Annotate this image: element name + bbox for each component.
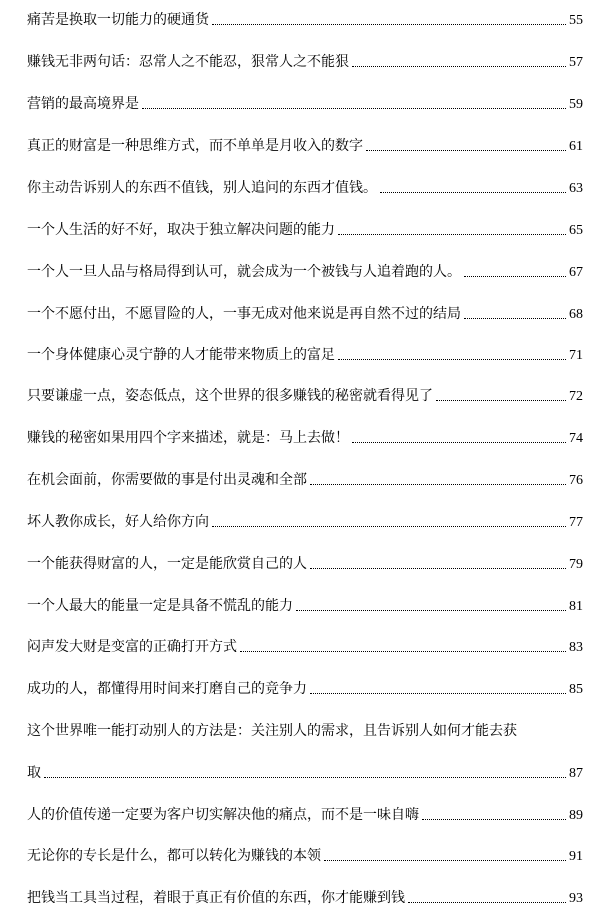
toc-entry[interactable] xyxy=(27,596,583,617)
toc-entry[interactable] xyxy=(27,345,583,366)
dot-leader xyxy=(44,777,566,778)
toc-entry-title: 闷声发大财是变富的正确打开方式 xyxy=(27,639,237,655)
dot-leader xyxy=(380,192,566,193)
toc-entry-title: 成功的人，都懂得用时间来打磨自己的竞争力 xyxy=(27,681,307,697)
toc-entry[interactable] xyxy=(27,386,583,407)
dot-leader xyxy=(310,568,566,569)
toc-entry-page: 91 xyxy=(569,849,583,864)
dot-leader xyxy=(422,819,566,820)
toc-entry[interactable] xyxy=(27,679,583,700)
dot-leader xyxy=(240,651,566,652)
toc-entry-title: 一个人最大的能量一定是具备不慌乱的能力 xyxy=(27,598,293,614)
toc-entry-page: 74 xyxy=(569,431,583,446)
toc-entry-page: 71 xyxy=(569,348,583,363)
toc-entry[interactable] xyxy=(27,512,583,533)
toc-entry-title: 一个人一旦人品与格局得到认可，就会成为一个被钱与人追着跑的人。 xyxy=(27,264,461,280)
dot-leader xyxy=(324,860,566,861)
toc-entry-title: 赚钱的秘密如果用四个字来描述，就是：马上去做！ xyxy=(27,430,349,446)
toc-entry-title: 一个身体健康心灵宁静的人才能带来物质上的富足 xyxy=(27,347,335,363)
toc-entry[interactable] xyxy=(27,304,583,325)
toc-entry-page: 81 xyxy=(569,599,583,614)
dot-leader xyxy=(464,318,566,319)
toc-entry-title: 人的价值传递一定要为客户切实解决他的痛点，而不是一味自嗨 xyxy=(27,807,419,823)
toc-entry-page: 61 xyxy=(569,139,583,154)
dot-leader xyxy=(310,484,566,485)
toc-entry-page: 67 xyxy=(569,265,583,280)
toc-entry-page: 57 xyxy=(569,55,583,70)
toc-entry-title-line2: 取 xyxy=(27,765,41,781)
toc-entry-title: 营销的最高境界是 xyxy=(27,96,139,112)
toc-entry-page: 89 xyxy=(569,808,583,823)
toc-entry-page: 76 xyxy=(569,473,583,488)
toc-entry[interactable] xyxy=(27,637,583,658)
toc-entry[interactable] xyxy=(27,888,583,909)
dot-leader xyxy=(338,359,566,360)
toc-entry-page: 63 xyxy=(569,181,583,196)
toc-entry-page: 79 xyxy=(569,557,583,572)
dot-leader xyxy=(296,610,566,611)
toc-entry-title-line1: 这个世界唯一能打动别人的方法是：关注别人的需求，且告诉别人如何才能去获 xyxy=(27,723,517,739)
toc-entry-page: 55 xyxy=(569,13,583,28)
dot-leader xyxy=(212,526,566,527)
toc-entry[interactable] xyxy=(27,846,583,867)
toc-entry-title: 痛苦是换取一切能力的硬通货 xyxy=(27,12,209,28)
dot-leader xyxy=(142,108,566,109)
toc-entry-page: 65 xyxy=(569,223,583,238)
dot-leader xyxy=(366,150,566,151)
toc-entry[interactable] xyxy=(27,10,583,31)
toc-entry-page: 72 xyxy=(569,389,583,404)
toc-entry-title: 只要谦虚一点，姿态低点，这个世界的很多赚钱的秘密就看得见了 xyxy=(27,388,433,404)
dot-leader xyxy=(436,400,566,401)
dot-leader xyxy=(212,24,566,25)
dot-leader xyxy=(352,66,566,67)
toc-entry-title: 你主动告诉别人的东西不值钱，别人追问的东西才值钱。 xyxy=(27,180,377,196)
toc-entry[interactable] xyxy=(27,554,583,575)
toc-entry-page: 68 xyxy=(569,307,583,322)
toc-entry-title: 把钱当工具当过程，着眼于真正有价值的东西，你才能赚到钱 xyxy=(27,890,405,906)
dot-leader xyxy=(464,276,566,277)
toc-entry[interactable] xyxy=(27,428,583,449)
toc-entry-title: 真正的财富是一种思维方式，而不单单是月收入的数字 xyxy=(27,138,363,154)
dot-leader xyxy=(338,234,566,235)
toc-entry-title: 坏人教你成长，好人给你方向 xyxy=(27,514,209,530)
dot-leader xyxy=(310,693,566,694)
toc-entry-page: 87 xyxy=(569,766,583,781)
toc-entry[interactable] xyxy=(27,220,583,241)
toc-entry[interactable] xyxy=(27,805,583,826)
toc-entry-page: 85 xyxy=(569,682,583,697)
toc-entry-title: 赚钱无非两句话：忍常人之不能忍，狠常人之不能狠 xyxy=(27,54,349,70)
toc-entry-title: 无论你的专长是什么，都可以转化为赚钱的本领 xyxy=(27,848,321,864)
toc-entry-title: 在机会面前，你需要做的事是付出灵魂和全部 xyxy=(27,472,307,488)
toc-entry[interactable] xyxy=(27,136,583,157)
toc-entry[interactable] xyxy=(27,178,583,199)
toc-entry-title: 一个不愿付出，不愿冒险的人，一事无成对他来说是再自然不过的结局 xyxy=(27,306,461,322)
toc-entry-multiline[interactable] xyxy=(27,721,583,784)
toc-entry-title: 一个人生活的好不好，取决于独立解决问题的能力 xyxy=(27,222,335,238)
toc-entry-page: 77 xyxy=(569,515,583,530)
toc-entry[interactable] xyxy=(27,52,583,73)
toc-entry-title: 一个能获得财富的人，一定是能欣赏自己的人 xyxy=(27,556,307,572)
toc-entry-page: 59 xyxy=(569,97,583,112)
toc-entry[interactable] xyxy=(27,262,583,283)
toc-entry[interactable] xyxy=(27,470,583,491)
dot-leader xyxy=(352,442,566,443)
toc-entry[interactable] xyxy=(27,94,583,115)
toc-entry-page: 83 xyxy=(569,640,583,655)
dot-leader xyxy=(408,902,566,903)
toc-entry-page: 93 xyxy=(569,891,583,906)
